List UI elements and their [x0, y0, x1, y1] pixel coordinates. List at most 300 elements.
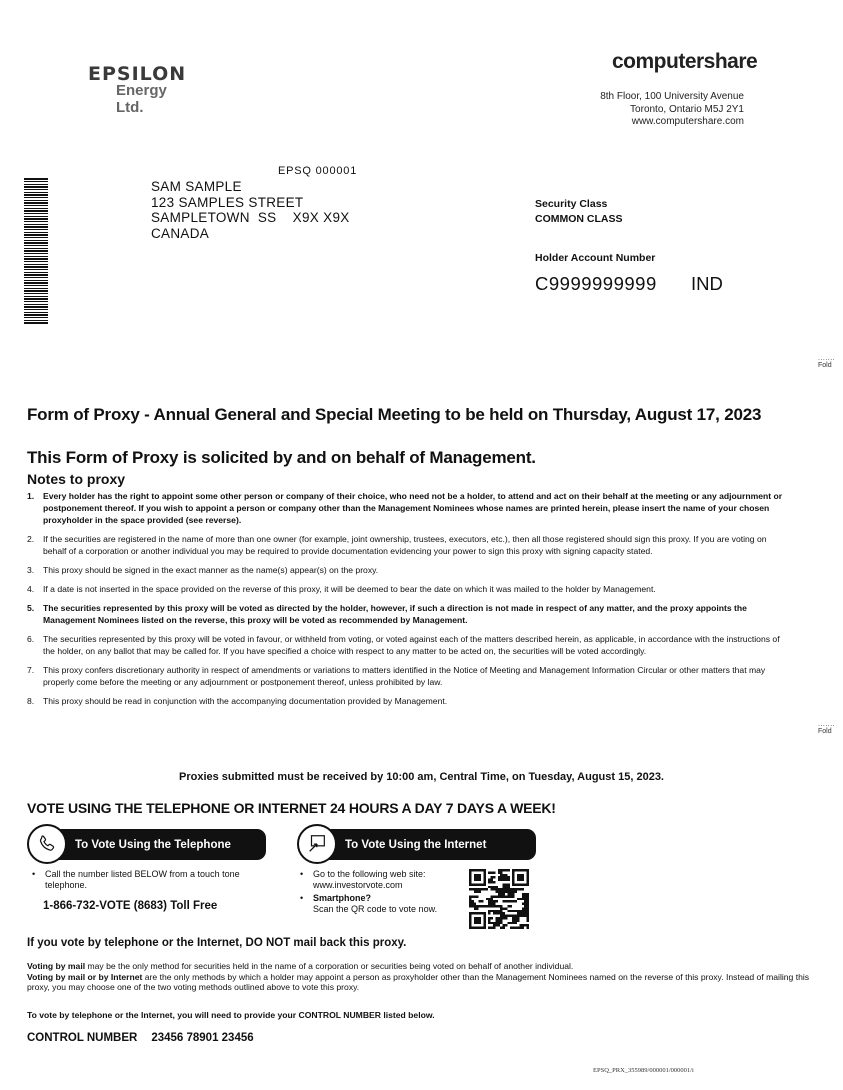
- qr-module: [498, 876, 500, 878]
- qr-module: [469, 888, 471, 890]
- qr-module: [491, 886, 493, 888]
- qr-module: [517, 876, 519, 878]
- qr-module: [479, 917, 481, 919]
- barcode-bar: [24, 205, 48, 206]
- qr-module: [503, 915, 505, 917]
- qr-module: [498, 888, 500, 890]
- qr-module: [498, 919, 500, 921]
- qr-module: [493, 895, 495, 897]
- note-number: 4.: [27, 584, 35, 594]
- barcode-bar: [24, 280, 48, 281]
- control-number-label: CONTROL NUMBER: [27, 1032, 138, 1044]
- barcode-bar: [24, 208, 48, 209]
- qr-module: [505, 907, 507, 909]
- qr-module: [476, 905, 478, 907]
- qr-module: [524, 907, 526, 909]
- qr-module: [500, 891, 502, 893]
- qr-module: [498, 869, 500, 871]
- qr-module: [493, 905, 495, 907]
- qr-module: [474, 895, 476, 897]
- note-number: 2.: [27, 534, 35, 544]
- barcode-bar: [24, 226, 48, 228]
- qr-module: [524, 898, 526, 900]
- qr-module: [479, 919, 481, 921]
- qr-module: [527, 869, 529, 871]
- note-text: This proxy confers discretionary authority in respect of amendments or variations to matters identified in the Notice of Meeting and Management Information Circular or other matters that may properly come before the meeting or any adjournment or postponement thereof, unless prohibited by law.: [43, 665, 766, 687]
- barcode-bar: [24, 258, 48, 260]
- qr-module: [469, 903, 471, 905]
- qr-module: [517, 919, 519, 921]
- qr-module: [519, 927, 521, 929]
- qr-module: [517, 888, 519, 890]
- qr-module: [512, 876, 514, 878]
- qr-module: [517, 912, 519, 914]
- qr-module: [469, 883, 471, 885]
- qr-module: [512, 869, 514, 871]
- qr-module: [522, 907, 524, 909]
- barcode-bar: [24, 317, 48, 318]
- agent-address: [600, 91, 744, 129]
- qr-module: [512, 883, 514, 885]
- qr-module: [479, 927, 481, 929]
- qr-module: [517, 869, 519, 871]
- holder-address: [151, 179, 350, 241]
- qr-module: [500, 888, 502, 890]
- barcode-bar: [24, 213, 48, 214]
- qr-module: [486, 905, 488, 907]
- qr-module: [505, 876, 507, 878]
- qr-module: [507, 905, 509, 907]
- qr-module: [512, 900, 514, 902]
- qr-module: [500, 927, 502, 929]
- qr-module: [522, 924, 524, 926]
- qr-module: [515, 917, 517, 919]
- qr-module: [495, 919, 497, 921]
- qr-module: [515, 883, 517, 885]
- qr-module: [488, 900, 490, 902]
- qr-module: [479, 905, 481, 907]
- barcode-bar: [24, 181, 48, 182]
- internet-pointer-icon: [297, 824, 337, 864]
- qr-module: [469, 919, 471, 921]
- qr-module: [524, 910, 526, 912]
- qr-module: [517, 910, 519, 912]
- qr-module: [488, 922, 490, 924]
- qr-module: [498, 912, 500, 914]
- qr-module: [479, 876, 481, 878]
- qr-module: [476, 895, 478, 897]
- barcode-bar: [24, 245, 48, 246]
- qr-module: [498, 879, 500, 881]
- qr-module: [474, 919, 476, 921]
- qr-module: [512, 879, 514, 881]
- qr-module: [474, 883, 476, 885]
- qr-module: [527, 912, 529, 914]
- qr-module: [483, 927, 485, 929]
- qr-module: [500, 912, 502, 914]
- qr-module: [471, 903, 473, 905]
- qr-module: [527, 907, 529, 909]
- qr-module: [491, 905, 493, 907]
- qr-module: [527, 919, 529, 921]
- qr-module: [527, 924, 529, 926]
- qr-module: [469, 871, 471, 873]
- telephone-instructions: • Call the number listed BELOW from a touch tone telephone.: [32, 869, 262, 891]
- qr-module: [524, 924, 526, 926]
- qr-module: [522, 915, 524, 917]
- address-line: CANADA: [151, 225, 210, 241]
- qr-module: [517, 874, 519, 876]
- barcode-bar: [24, 224, 48, 225]
- qr-module: [519, 888, 521, 890]
- qr-module: [474, 903, 476, 905]
- barcode-bar: [24, 229, 48, 230]
- vote-heading: VOTE USING THE TELEPHONE OR INTERNET 24 HOURS A DAY 7 DAYS A WEEK!: [27, 800, 556, 816]
- qr-module: [527, 915, 529, 917]
- qr-module: [522, 893, 524, 895]
- issuer-logo: [88, 63, 198, 116]
- qr-module: [522, 876, 524, 878]
- qr-module: [488, 919, 490, 921]
- qr-module: [500, 876, 502, 878]
- qr-module: [474, 874, 476, 876]
- qr-module: [515, 922, 517, 924]
- qr-module: [495, 891, 497, 893]
- address-line: SAMPLETOWN SS X9X X9X: [151, 210, 350, 225]
- qr-module: [507, 883, 509, 885]
- qr-module: [498, 893, 500, 895]
- mail-lead: Voting by mail or by Internet: [27, 971, 143, 982]
- barcode-bar: [24, 282, 48, 284]
- barcode-bar: [24, 309, 48, 310]
- qr-module: [498, 910, 500, 912]
- note-text: This proxy should be signed in the exact manner as the name(s) appear(s) on the proxy.: [43, 565, 379, 575]
- qr-module: [498, 917, 500, 919]
- qr-module: [503, 891, 505, 893]
- qr-module: [505, 888, 507, 890]
- qr-module: [491, 879, 493, 881]
- barcode-bar: [24, 194, 48, 196]
- qr-module: [469, 869, 471, 871]
- qr-code[interactable]: [469, 869, 529, 929]
- toll-free-number[interactable]: 1-866-732-VOTE (8683) Toll Free: [43, 900, 218, 912]
- qr-module: [524, 895, 526, 897]
- internet-vote-header: [314, 829, 536, 860]
- qr-module: [522, 883, 524, 885]
- internet-bullet: Go to the following web site:: [313, 869, 426, 879]
- qr-module: [503, 883, 505, 885]
- qr-module: [469, 874, 471, 876]
- qr-module: [519, 915, 521, 917]
- form-title: Form of Proxy - Annual General and Special Meeting to be held on Thursday, August 17, 2023: [27, 405, 762, 424]
- qr-module: [476, 876, 478, 878]
- barcode-bar: [24, 298, 48, 300]
- qr-module: [517, 883, 519, 885]
- qr-module: [527, 900, 529, 902]
- qr-module: [512, 888, 514, 890]
- qr-module: [479, 922, 481, 924]
- qr-module: [500, 907, 502, 909]
- barcode-bar: [24, 290, 48, 292]
- qr-module: [527, 917, 529, 919]
- note-text: If the securities are registered in the name of more than one owner (for example, joint ownership, trustees, executors, etc.), then all those registered should sign this proxy. If you are voting on behalf of a corporation or another individual you may be required to provide documentation evidencing your power to sign this proxy with signing capacity stated.: [43, 534, 767, 556]
- qr-module: [486, 898, 488, 900]
- qr-module: [471, 895, 473, 897]
- qr-module: [522, 888, 524, 890]
- postal-barcode: [24, 178, 48, 324]
- qr-module: [519, 912, 521, 914]
- qr-module: [522, 910, 524, 912]
- qr-module: [498, 871, 500, 873]
- qr-module: [493, 886, 495, 888]
- qr-module: [503, 907, 505, 909]
- qr-module: [527, 893, 529, 895]
- qr-module: [493, 903, 495, 905]
- qr-module: [483, 915, 485, 917]
- qr-module: [493, 876, 495, 878]
- qr-module: [483, 917, 485, 919]
- qr-module: [527, 905, 529, 907]
- holder-account-number: C9999999999: [535, 273, 657, 294]
- qr-module: [474, 888, 476, 890]
- qr-module: [519, 879, 521, 881]
- barcode-bar: [24, 253, 48, 254]
- qr-module: [491, 910, 493, 912]
- barcode-bar: [24, 202, 48, 204]
- qr-module: [505, 917, 507, 919]
- barcode-bar: [24, 301, 48, 302]
- qr-module: [498, 922, 500, 924]
- qr-module: [483, 874, 485, 876]
- qr-module: [507, 879, 509, 881]
- qr-module: [469, 881, 471, 883]
- internet-vote-title: To Vote Using the Internet: [345, 838, 487, 851]
- qr-module: [522, 879, 524, 881]
- qr-module: [507, 893, 509, 895]
- qr-module: [498, 924, 500, 926]
- qr-module: [483, 922, 485, 924]
- issuer-subname: Energy Ltd.: [116, 82, 167, 116]
- qr-module: [476, 907, 478, 909]
- qr-module: [512, 895, 514, 897]
- barcode-bar: [24, 242, 48, 244]
- qr-module: [527, 881, 529, 883]
- barcode-bar: [24, 210, 48, 212]
- qr-module: [512, 871, 514, 873]
- qr-module: [471, 905, 473, 907]
- form-code: EPSQ_PRX_355989/000001/000001/i: [593, 1067, 694, 1074]
- qr-module: [510, 922, 512, 924]
- qr-module: [488, 905, 490, 907]
- qr-module: [495, 886, 497, 888]
- note-number: 1.: [27, 491, 35, 501]
- qr-module: [483, 888, 485, 890]
- qr-module: [510, 910, 512, 912]
- note-item: [27, 633, 787, 657]
- fold-dots: .......: [818, 721, 836, 728]
- barcode-bar: [24, 312, 48, 313]
- qr-module: [483, 869, 485, 871]
- qr-module: [517, 927, 519, 929]
- barcode-bar: [24, 232, 48, 233]
- qr-module: [503, 876, 505, 878]
- barcode-bar: [24, 261, 48, 262]
- qr-module: [505, 900, 507, 902]
- qr-module: [505, 891, 507, 893]
- qr-module: [524, 883, 526, 885]
- control-number: [27, 1032, 254, 1044]
- qr-module: [517, 917, 519, 919]
- qr-module: [474, 907, 476, 909]
- qr-module: [481, 912, 483, 914]
- qr-module: [488, 871, 490, 873]
- address-line: SAM SAMPLE: [151, 179, 242, 194]
- qr-module: [512, 922, 514, 924]
- barcode-bar: [24, 320, 48, 321]
- qr-module: [522, 898, 524, 900]
- qr-module: [510, 893, 512, 895]
- qr-module: [500, 871, 502, 873]
- qr-module: [491, 900, 493, 902]
- qr-module: [505, 886, 507, 888]
- note-item: [27, 490, 787, 526]
- barcode-bar: [24, 240, 48, 241]
- qr-module: [474, 912, 476, 914]
- qr-module: [481, 888, 483, 890]
- qr-module: [479, 869, 481, 871]
- qr-module: [507, 895, 509, 897]
- qr-module: [476, 874, 478, 876]
- qr-module: [503, 874, 505, 876]
- qr-module: [503, 895, 505, 897]
- telephone-bullet: Call the number listed BELOW from a touch tone telephone.: [45, 869, 240, 890]
- barcode-bar: [24, 178, 48, 180]
- qr-module: [505, 915, 507, 917]
- qr-module: [491, 927, 493, 929]
- qr-module: [495, 905, 497, 907]
- qr-module: [488, 898, 490, 900]
- qr-module: [522, 912, 524, 914]
- qr-module: [474, 922, 476, 924]
- qr-module: [495, 900, 497, 902]
- qr-module: [476, 912, 478, 914]
- qr-module: [498, 891, 500, 893]
- note-number: 8.: [27, 696, 35, 706]
- qr-module: [476, 879, 478, 881]
- qr-module: [483, 912, 485, 914]
- barcode-bar: [24, 266, 48, 268]
- issuer-name: EPSILON: [88, 63, 187, 85]
- qr-module: [469, 915, 471, 917]
- note-item: [27, 564, 787, 576]
- qr-module: [522, 874, 524, 876]
- qr-module: [474, 917, 476, 919]
- qr-module: [500, 893, 502, 895]
- vote-website[interactable]: www.investorvote.com: [313, 880, 403, 890]
- qr-module: [493, 924, 495, 926]
- qr-module: [507, 891, 509, 893]
- qr-module: [505, 879, 507, 881]
- qr-module: [469, 879, 471, 881]
- qr-module: [474, 905, 476, 907]
- qr-module: [519, 924, 521, 926]
- qr-module: [500, 879, 502, 881]
- qr-module: [493, 881, 495, 883]
- qr-module: [483, 924, 485, 926]
- qr-module: [476, 891, 478, 893]
- note-item: [27, 664, 787, 688]
- note-number: 7.: [27, 665, 35, 675]
- qr-module: [469, 924, 471, 926]
- qr-module: [527, 895, 529, 897]
- qr-module: [479, 874, 481, 876]
- qr-module: [488, 886, 490, 888]
- qr-module: [469, 917, 471, 919]
- qr-module: [500, 869, 502, 871]
- qr-module: [507, 886, 509, 888]
- qr-module: [527, 910, 529, 912]
- qr-module: [483, 919, 485, 921]
- qr-module: [500, 917, 502, 919]
- qr-module: [505, 924, 507, 926]
- qr-module: [483, 905, 485, 907]
- qr-module: [471, 912, 473, 914]
- qr-module: [524, 905, 526, 907]
- qr-module: [503, 886, 505, 888]
- note-number: 5.: [27, 603, 35, 613]
- qr-module: [476, 869, 478, 871]
- qr-module: [522, 927, 524, 929]
- internet-instructions: • Go to the following web site: www.investorvote.com • Smartphone? Scan the QR code to vote now.: [300, 869, 438, 914]
- qr-module: [503, 888, 505, 890]
- qr-module: [491, 895, 493, 897]
- qr-module: [476, 888, 478, 890]
- qr-module: [493, 900, 495, 902]
- qr-module: [491, 876, 493, 878]
- qr-module: [498, 895, 500, 897]
- qr-module: [481, 900, 483, 902]
- qr-module: [495, 888, 497, 890]
- qr-module: [527, 903, 529, 905]
- qr-module: [493, 912, 495, 914]
- qr-module: [512, 893, 514, 895]
- qr-module: [488, 881, 490, 883]
- qr-module: [488, 879, 490, 881]
- qr-module: [515, 888, 517, 890]
- qr-module: [507, 888, 509, 890]
- mail-lead: Voting by mail: [27, 961, 86, 971]
- qr-module: [476, 922, 478, 924]
- qr-module: [512, 910, 514, 912]
- qr-module: [479, 883, 481, 885]
- phone-icon: [27, 824, 67, 864]
- qr-module: [491, 881, 493, 883]
- qr-module: [469, 922, 471, 924]
- submission-deadline: Proxies submitted must be received by 10:00 am, Central Time, on Tuesday, August 15, 2023.: [179, 771, 664, 783]
- note-text: The securities represented by this proxy will be voted as directed by the holder, however, if such a direction is not made in respect of any matter, and the proxy appoints the Management Nominees listed on the reverse, this proxy will be voted as recommended by Management.: [43, 603, 747, 625]
- qr-module: [503, 924, 505, 926]
- qr-module: [519, 869, 521, 871]
- qr-module: [495, 895, 497, 897]
- qr-module: [500, 905, 502, 907]
- qr-module: [507, 876, 509, 878]
- qr-module: [488, 912, 490, 914]
- qr-module: [483, 871, 485, 873]
- qr-module: [512, 874, 514, 876]
- qr-module: [495, 910, 497, 912]
- barcode-bar: [24, 285, 48, 286]
- qr-module: [469, 900, 471, 902]
